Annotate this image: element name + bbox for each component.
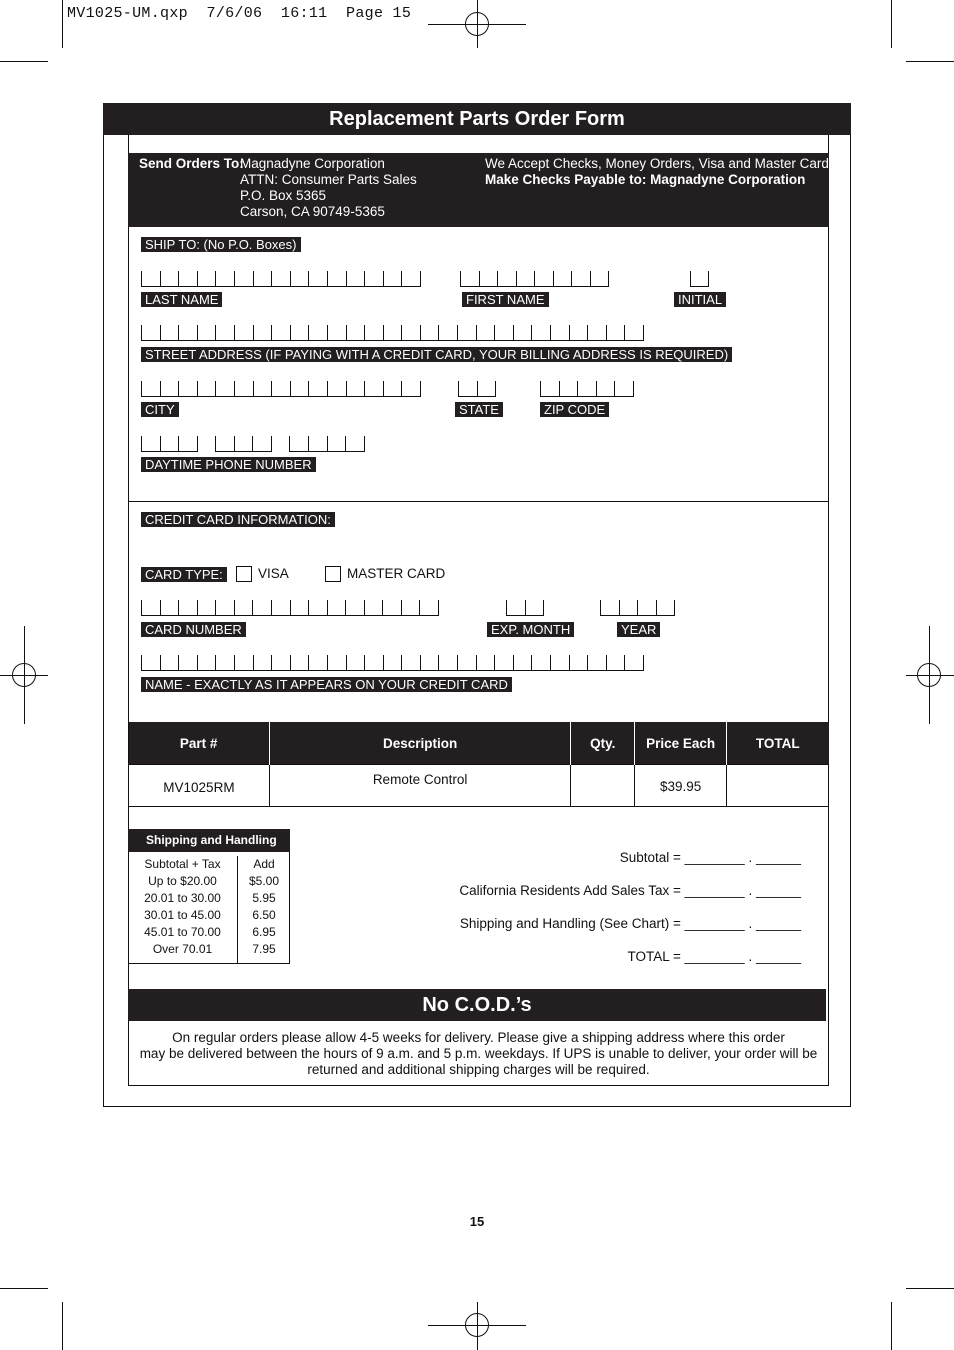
shipping-row-value: 7.95 bbox=[252, 942, 276, 956]
crop-mark bbox=[891, 0, 892, 48]
card-type-label: CARD TYPE: bbox=[141, 567, 227, 582]
address-line: Carson, CA 90749-5365 bbox=[240, 204, 385, 219]
street-address-field[interactable] bbox=[141, 325, 644, 341]
parts-table bbox=[128, 722, 829, 807]
print-slug: MV1025-UM.qxp 7/6/06 16:11 Page 15 bbox=[67, 5, 412, 22]
qty-cell[interactable] bbox=[571, 765, 635, 807]
no-cod-banner: No C.O.D.’s bbox=[128, 989, 826, 1021]
phone-prefix-field[interactable] bbox=[215, 436, 272, 452]
shipping-row-value: 6.95 bbox=[252, 925, 276, 939]
description-cell: Remote Control bbox=[269, 765, 570, 807]
delivery-notice-line: may be delivered between the hours of 9 a.m. and 5 p.m. weekdays. If UPS is unable to deliver, your order will be bbox=[139, 1046, 818, 1061]
crop-mark bbox=[891, 1302, 892, 1350]
delivery-notice-line: On regular orders please allow 4-5 weeks for delivery. Please give a shipping address where this order bbox=[172, 1030, 785, 1045]
shipping-row-label: Subtotal + Tax bbox=[144, 857, 221, 871]
mastercard-label: MASTER CARD bbox=[347, 566, 446, 581]
address-line: P.O. Box 5365 bbox=[240, 188, 327, 203]
price-each-header: Price Each bbox=[635, 722, 727, 765]
qty-header: Qty. bbox=[571, 722, 635, 765]
phone-line-field[interactable] bbox=[289, 436, 365, 452]
city-field[interactable] bbox=[141, 381, 421, 397]
card-number-label: CARD NUMBER bbox=[141, 622, 246, 637]
shipping-subtotal-column bbox=[129, 856, 236, 958]
shipping-row-label: Over 70.01 bbox=[152, 942, 213, 956]
cardholder-name-label: NAME - EXACTLY AS IT APPEARS ON YOUR CREDIT CARD bbox=[141, 677, 512, 692]
price-each-cell: $39.95 bbox=[635, 765, 727, 807]
shipping-row-value: 6.50 bbox=[252, 908, 276, 922]
delivery-notice bbox=[130, 1030, 827, 1078]
crop-mark bbox=[62, 1302, 63, 1350]
address-line: ATTN: Consumer Parts Sales bbox=[240, 172, 417, 187]
first-name-label: FIRST NAME bbox=[462, 292, 549, 307]
last-name-label: LAST NAME bbox=[141, 292, 222, 307]
delivery-notice-line: returned and additional shipping charges will be required. bbox=[307, 1062, 650, 1077]
send-orders-box bbox=[128, 153, 829, 227]
last-name-field[interactable] bbox=[141, 271, 421, 287]
ship-to-header: SHIP TO: (No P.O. Boxes) bbox=[141, 237, 301, 252]
parts-table-header bbox=[129, 722, 829, 765]
shipping-row-value: 5.95 bbox=[252, 891, 276, 905]
mastercard-checkbox[interactable] bbox=[325, 566, 341, 582]
crop-mark bbox=[62, 0, 63, 48]
credit-card-header: CREDIT CARD INFORMATION: bbox=[141, 512, 335, 527]
zip-code-label: ZIP CODE bbox=[540, 402, 609, 417]
part-number-cell: MV1025RM bbox=[129, 765, 270, 807]
subtotal-line[interactable]: Subtotal = ________ . ______ bbox=[619, 850, 801, 865]
state-field[interactable] bbox=[458, 381, 496, 397]
send-orders-label: Send Orders To: bbox=[139, 156, 244, 171]
payment-accepted-text: We Accept Checks, Money Orders, Visa and Master Card bbox=[485, 156, 829, 171]
initial-field[interactable] bbox=[690, 271, 709, 287]
shipping-handling-title: Shipping and Handling bbox=[128, 829, 290, 852]
description-header: Description bbox=[269, 722, 570, 765]
table-row bbox=[129, 765, 829, 807]
phone-area-code-field[interactable] bbox=[141, 436, 198, 452]
year-label: YEAR bbox=[617, 622, 660, 637]
total-header: TOTAL bbox=[727, 722, 829, 765]
state-label: STATE bbox=[455, 402, 503, 417]
exp-year-field[interactable] bbox=[600, 600, 675, 616]
visa-label: VISA bbox=[258, 566, 289, 581]
daytime-phone-label: DAYTIME PHONE NUMBER bbox=[141, 457, 316, 472]
crop-mark bbox=[0, 1288, 48, 1289]
exp-month-field[interactable] bbox=[506, 600, 544, 616]
card-number-field[interactable] bbox=[141, 600, 439, 616]
shipping-row-label: Up to $20.00 bbox=[148, 874, 217, 888]
exp-month-label: EXP. MONTH bbox=[487, 622, 574, 637]
first-name-field[interactable] bbox=[460, 271, 609, 287]
crop-mark bbox=[0, 61, 48, 62]
initial-label: INITIAL bbox=[674, 292, 726, 307]
section-divider bbox=[128, 501, 829, 502]
crop-mark bbox=[906, 1288, 954, 1289]
sales-tax-line[interactable]: California Residents Add Sales Tax = ________ . ______ bbox=[459, 883, 801, 898]
zip-code-field[interactable] bbox=[540, 381, 634, 397]
shipping-handling-chart bbox=[128, 829, 290, 964]
shipping-row-value: $5.00 bbox=[248, 874, 280, 888]
cardholder-name-field[interactable] bbox=[141, 655, 644, 671]
form-title: Replacement Parts Order Form bbox=[103, 103, 851, 135]
crop-mark bbox=[906, 61, 954, 62]
shipping-handling-line[interactable]: Shipping and Handling (See Chart) = ________ . ______ bbox=[459, 916, 801, 931]
part-number-header: Part # bbox=[129, 722, 270, 765]
checks-payable-text: Make Checks Payable to: Magnadyne Corporation bbox=[485, 172, 806, 187]
street-address-label: STREET ADDRESS (IF PAYING WITH A CREDIT CARD, YOUR BILLING ADDRESS IS REQUIRED) bbox=[141, 347, 732, 362]
visa-checkbox[interactable] bbox=[236, 566, 252, 582]
address-line: Magnadyne Corporation bbox=[240, 156, 385, 171]
grand-total-line[interactable]: TOTAL = ________ . ______ bbox=[627, 949, 801, 964]
page-number: 15 bbox=[469, 1214, 485, 1229]
shipping-add-column bbox=[237, 856, 290, 963]
city-label: CITY bbox=[141, 402, 179, 417]
shipping-row-label: 30.01 to 45.00 bbox=[144, 908, 221, 922]
total-cell[interactable] bbox=[727, 765, 829, 807]
shipping-row-label: 20.01 to 30.00 bbox=[144, 891, 221, 905]
shipping-row-label: 45.01 to 70.00 bbox=[144, 925, 221, 939]
shipping-row-value: Add bbox=[253, 857, 275, 871]
